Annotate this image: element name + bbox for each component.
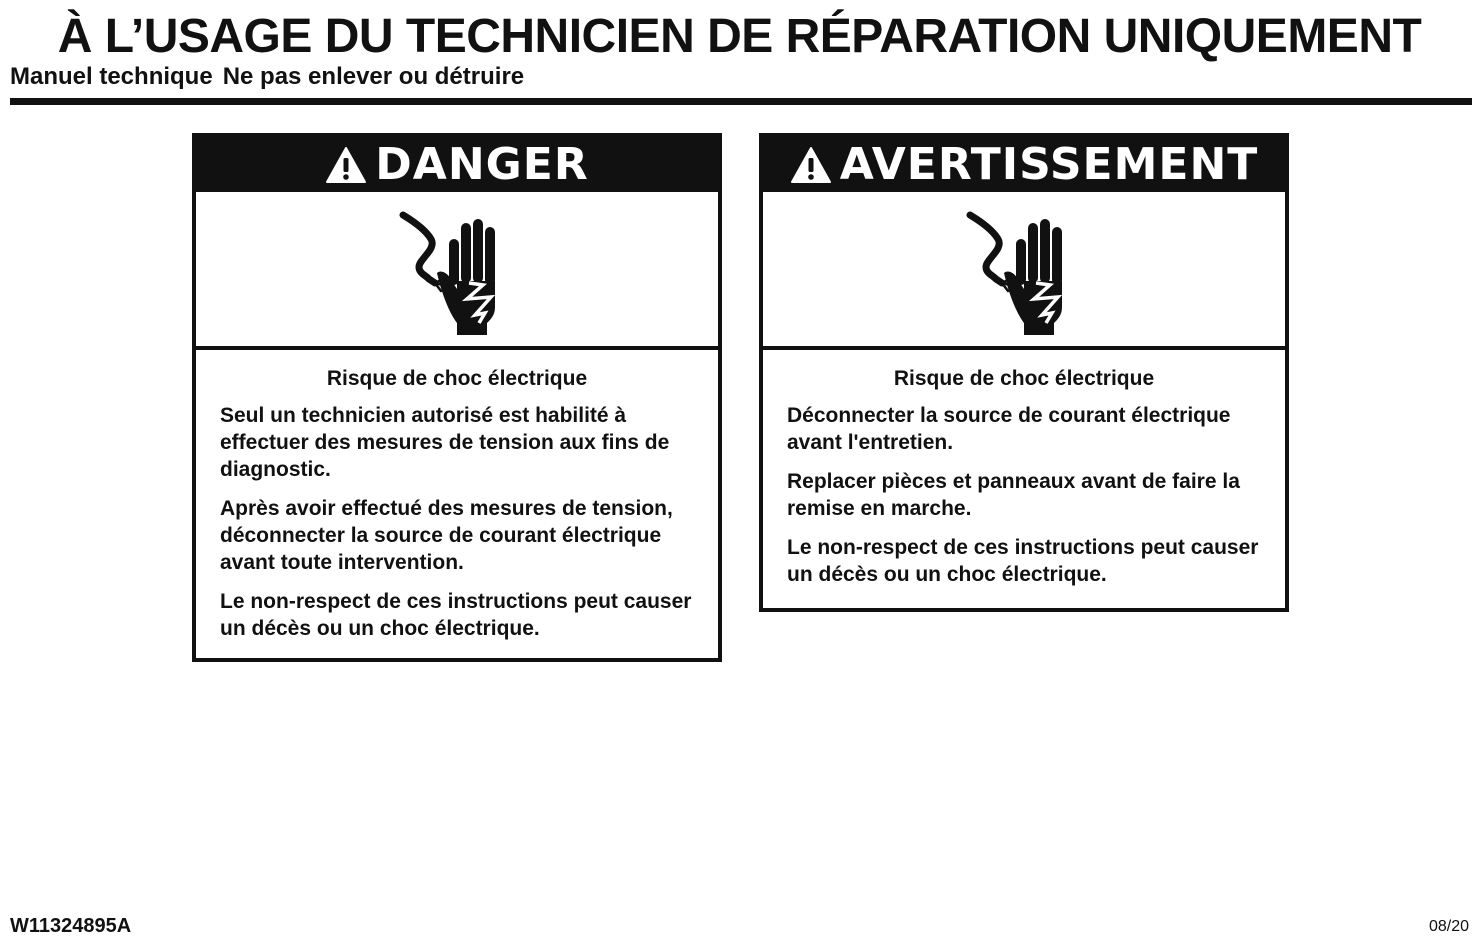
subtitle-manual: Manuel technique — [10, 63, 213, 90]
danger-label — [192, 133, 722, 662]
header-rule — [10, 98, 1472, 105]
warning-signal-word: AVERTISSEMENT — [839, 139, 1259, 190]
document-number: W11324895A — [10, 915, 132, 937]
warning-paragraph: Le non-respect de ces instructions peut causer un décès ou un choc électrique. — [787, 536, 1259, 586]
warning-pictogram-panel — [763, 196, 1285, 350]
warning-paragraph: Replacer pièces et panneaux avant de faire la remise en marche. — [787, 470, 1240, 520]
danger-text-panel — [196, 350, 718, 642]
subtitle-notice: Ne pas enlever ou détruire — [222, 63, 525, 90]
electric-shock-hand-icon — [397, 207, 517, 335]
danger-signal-word: DANGER — [375, 139, 589, 190]
warning-text-panel — [763, 350, 1285, 588]
warning-label — [759, 133, 1289, 612]
page-subtitle — [10, 62, 524, 92]
document-date: 08/20 — [1428, 918, 1469, 935]
warning-triangle-icon — [325, 146, 367, 184]
warning-signal-band — [763, 137, 1285, 192]
danger-paragraph: Seul un technicien autorisé est habilité à effectuer des mesures de tension aux fins de diagnostic. — [220, 404, 670, 481]
danger-signal-band — [196, 137, 718, 192]
danger-pictogram-panel — [196, 196, 718, 350]
warning-hazard-title: Risque de choc électrique — [893, 367, 1155, 390]
danger-hazard-title: Risque de choc électrique — [326, 367, 588, 390]
page-title: À L’USAGE DU TECHNICIEN DE RÉPARATION UNIQUEMENT — [57, 10, 1422, 63]
warning-paragraph: Déconnecter la source de courant électrique avant l'entretien. — [787, 404, 1231, 454]
warning-triangle-icon — [790, 146, 832, 184]
danger-paragraph: Le non-respect de ces instructions peut causer un décès ou un choc électrique. — [220, 590, 692, 640]
electric-shock-hand-icon — [964, 207, 1084, 335]
danger-paragraph: Après avoir effectué des mesures de tension, déconnecter la source de courant électrique avant toute intervention. — [220, 497, 673, 574]
